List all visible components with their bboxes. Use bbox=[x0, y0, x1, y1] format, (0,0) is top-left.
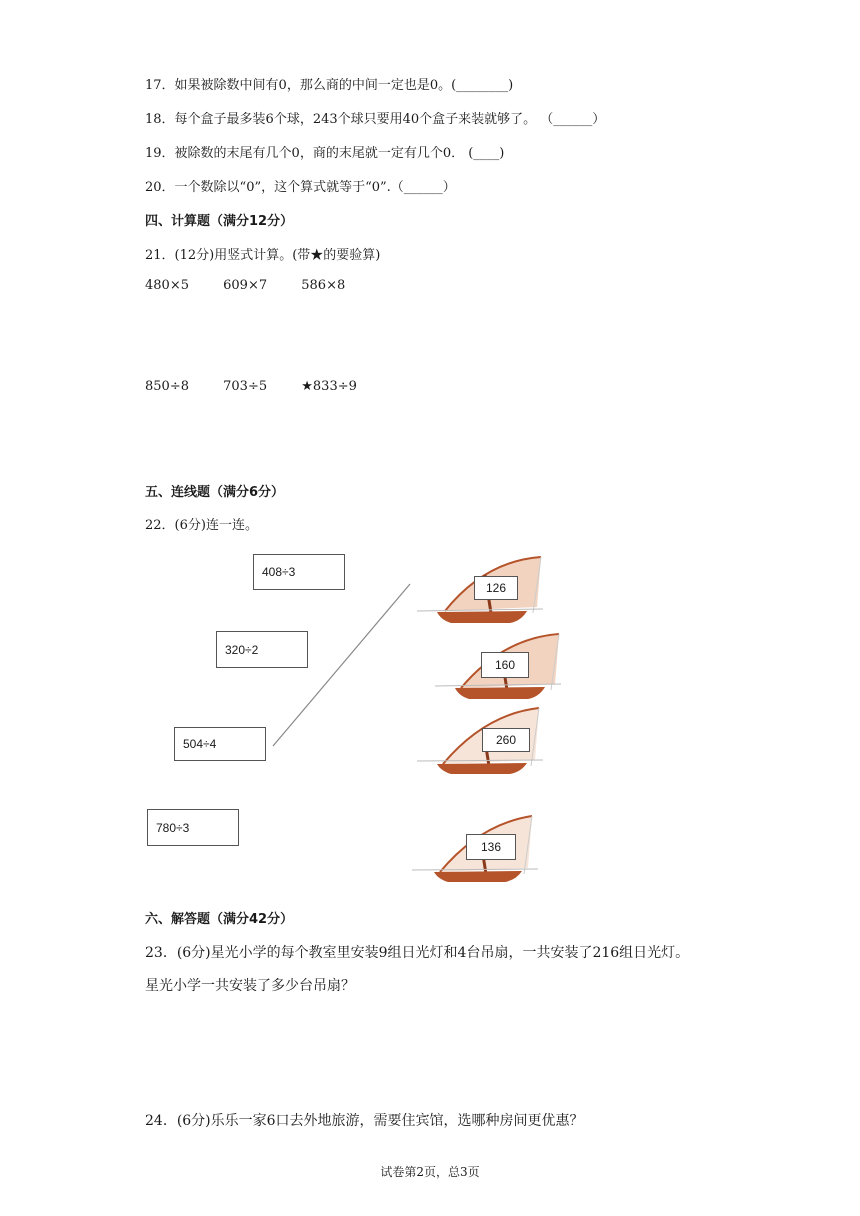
question-17: 17．如果被除数中间有0，那么商的中间一定也是0。(________) bbox=[145, 78, 514, 93]
boat-label: 260 bbox=[495, 733, 517, 747]
expression-label: 504÷4 bbox=[183, 737, 217, 751]
boat-label-box bbox=[474, 576, 518, 600]
calc-expression: 480×5 bbox=[145, 278, 189, 293]
boat-label-box bbox=[481, 652, 529, 678]
expression-label: 320÷2 bbox=[225, 642, 259, 657]
question-20: 20．一个数除以“0”，这个算式就等于“0”.（______） bbox=[145, 180, 456, 195]
calc-expression: 850÷8 bbox=[145, 379, 189, 394]
boat-label: 136 bbox=[480, 840, 502, 854]
section-6-title: 六、解答题（满分42分） bbox=[145, 912, 294, 927]
question-19: 19．被除数的末尾有几个0，商的末尾就一定有几个0． (____) bbox=[145, 146, 505, 161]
question-18: 18．每个盒子最多装6个球，243个球只要用40个盒子来装就够了。 （______） bbox=[145, 112, 606, 127]
boat-label: 160 bbox=[494, 658, 516, 672]
boat-label-box bbox=[482, 728, 530, 752]
calc-expression: ★833÷9 bbox=[301, 379, 357, 394]
question-21: 21．(12分)用竖式计算。(带★的要验算) bbox=[145, 248, 381, 263]
page-footer: 试卷第2页，总3页 bbox=[380, 1165, 480, 1179]
calc-expression: 609×7 bbox=[223, 278, 268, 293]
boat-label-box bbox=[466, 834, 516, 860]
expression-label: 780÷3 bbox=[156, 820, 190, 835]
question-22: 22．(6分)连一连。 bbox=[145, 518, 258, 533]
question-23-line-1: 23．(6分)星光小学的每个教室里安装9组日光灯和4台吊扇，一共安装了216组日光灯。 bbox=[145, 945, 690, 961]
calc-expression: 703÷5 bbox=[223, 379, 268, 394]
calc-expression: 586×8 bbox=[301, 278, 346, 293]
question-23-line-2: 星光小学一共安装了多少台吊扇？ bbox=[145, 978, 355, 994]
section-4-title: 四、计算题（满分12分） bbox=[145, 214, 294, 229]
expression-label: 408÷3 bbox=[262, 565, 296, 579]
boat-label: 126 bbox=[485, 581, 507, 595]
question-24: 24．(6分)乐乐一家6口去外地旅游，需要住宾馆，选哪种房间更优惠？ bbox=[145, 1113, 584, 1129]
section-5-title: 五、连线题（满分6分） bbox=[145, 485, 285, 500]
